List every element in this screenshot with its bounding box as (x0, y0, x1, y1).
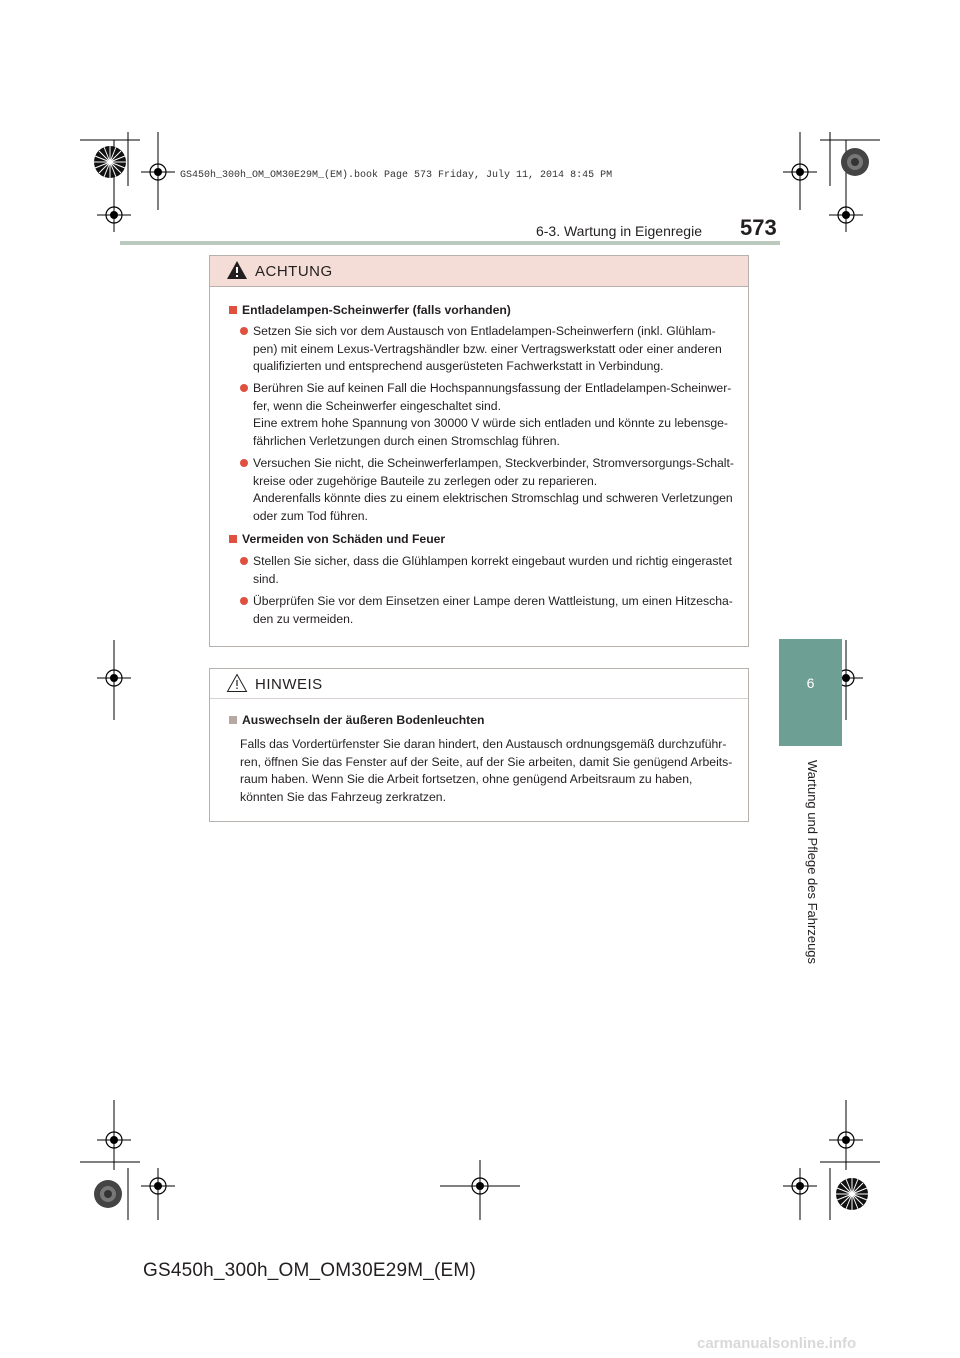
warning-header (210, 256, 748, 287)
bullet-dot-icon (240, 597, 248, 605)
warning-section-heading: Vermeiden von Schäden und Feuer (229, 531, 738, 549)
document-footer: GS450h_300h_OM_OM30E29M_(EM) (143, 1260, 476, 1281)
chapter-side-title-text: Wartung und Pflege des Fahrzeugs (805, 760, 820, 965)
page-number: 573 (740, 215, 777, 240)
warning-triangle-icon (226, 260, 248, 280)
warning-bullet: Versuchen Sie nicht, die Scheinwerferlampen, Steckverbinder, Stromversorgungs-Schalt- kreise oder zugehörige Bauteile zu zerlegen oder zu reparieren. Anderenfalls könnte dies zu einem elektrischen Stromschlag und schweren Verletzungen oder zum Tod führen. (243, 455, 740, 525)
warning-box (209, 255, 749, 647)
warning-section-heading: Entladelampen-Scheinwerfer (falls vorhanden) (229, 302, 738, 320)
note-box (209, 668, 749, 822)
caution-outline-icon (226, 673, 248, 693)
note-paragraph: Falls das Vordertürfenster Sie daran hindert, den Austausch ordnungsgemäß durchzuführ- ren, öffnen Sie das Fenster auf der Seite, auf der Sie arbeiten, damit Sie genügend Arbeits- raum haben. Wenn Sie die Arbeit fortsetzen, ohne genügend Arbeitsraum zu haben, könnten Sie das Fahrzeug zerkratzen. (240, 737, 733, 804)
note-heading: Auswechseln der äußeren Bodenleuchten (229, 712, 738, 730)
chapter-tab (779, 639, 842, 746)
square-bullet-icon (229, 535, 237, 543)
note-header (210, 669, 748, 699)
square-bullet-icon (229, 306, 237, 314)
bullet-dot-icon (240, 557, 248, 565)
warning-bullet: Berühren Sie auf keinen Fall die Hochspannungsfassung der Entladelampen-Scheinwer- fer, wenn die Scheinwerfer eingeschaltet sind. Eine extrem hohe Spannung von 30000 V würde sich entladen und könnte zu lebensge- fährlichen Verletzungen durch einen Stromschlag führen. (243, 380, 740, 450)
bullet-dot-icon (240, 384, 248, 392)
header-rule (120, 241, 780, 245)
print-info-line: GS450h_300h_OM_OM30E29M_(EM).book Page 573 Friday, July 11, 2014 8:45 PM (180, 170, 613, 181)
chapter-number: 6 (806, 675, 815, 691)
note-title: HINWEIS (255, 676, 323, 693)
warning-bullet: Stellen Sie sicher, dass die Glühlampen korrekt eingebaut wurden und richtig eingerastet sind. (243, 553, 740, 588)
chapter-side-title (802, 760, 822, 965)
watermark: carmanualsonline.info (697, 1335, 857, 1352)
warning-title: ACHTUNG (255, 263, 333, 280)
warning-bullet: Überprüfen Sie vor dem Einsetzen einer Lampe deren Wattleistung, um einen Hitzescha- den zu vermeiden. (243, 593, 740, 628)
section-title: 6-3. Wartung in Eigenregie (535, 223, 702, 239)
bullet-dot-icon (240, 327, 248, 335)
bullet-dot-icon (240, 459, 248, 467)
warning-bullet: Setzen Sie sich vor dem Austausch von Entladelampen-Scheinwerfern (inkl. Glühlam- pen) mit einem Lexus-Vertragshändler bzw. einer Vertragswerkstatt oder einer anderen qualifizierten und entsprechend ausgerüsteten Fachwerkstatt in Verbindung. (243, 323, 740, 376)
square-bullet-icon (229, 716, 237, 724)
